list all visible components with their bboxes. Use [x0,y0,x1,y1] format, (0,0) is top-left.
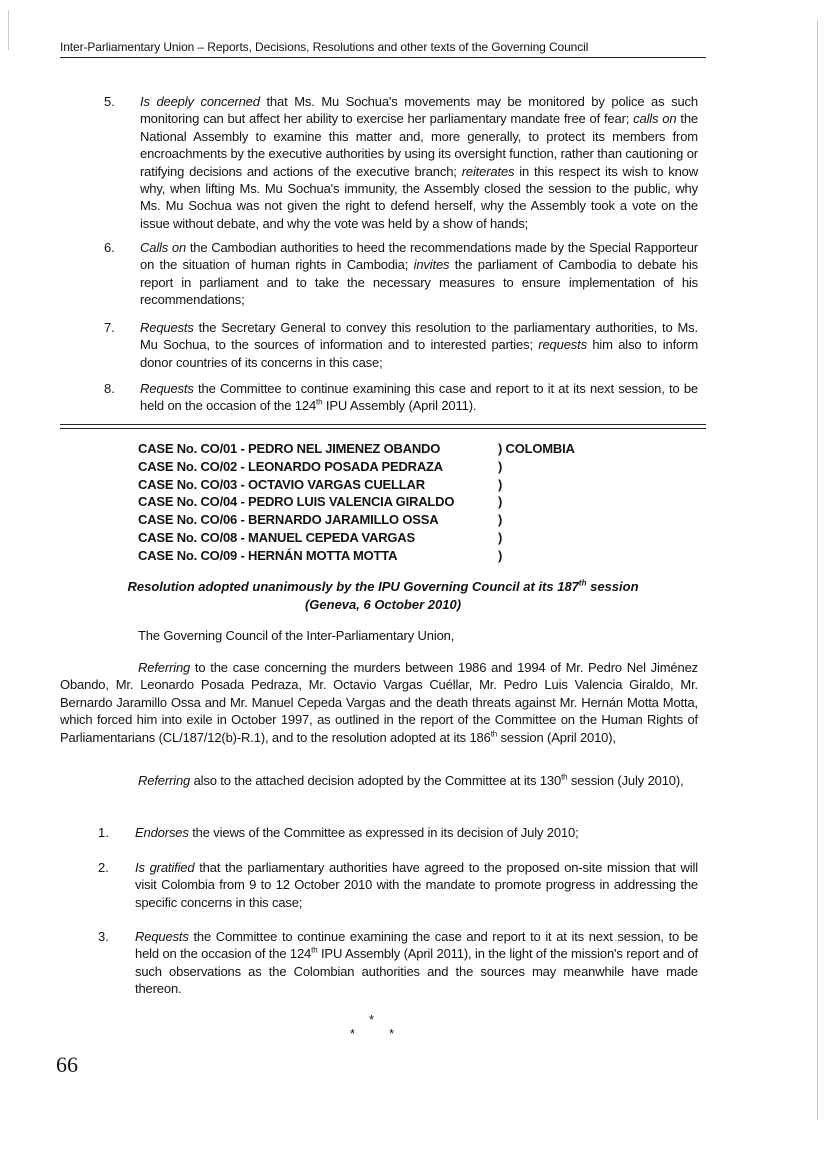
body-text: that Ms. Mu Sochua's movements may be monitored by police as such monitoring can but affect her ability to exercise her parliamentary mandate free of fear; [140,94,698,127]
body-text: also to the attached decision adopted by the Committee at its 130 [190,773,562,788]
emphasis-text: Is deeply concerned [140,94,260,109]
body-text: that the parliamentary authorities have agreed to the proposed on-site mission that will visit Colombia from 9 to 12 October 2010 with the mandate to promote progress in addressing the specific concerns in this case; [135,860,698,910]
item-number: 7. [104,320,115,335]
emphasis-text: reiterates [461,163,515,179]
ordinal-suffix: th [490,729,498,739]
body-text: IPU Assembly (April 2011). [322,398,477,414]
resolution-title-line: Resolution adopted unanimously by the IPU Governing Council at its 187th session [127,578,639,594]
body-text: the National Assembly to examine this matter and, more generally, to protect its members from encroachments by the executive authorities by using its oversight function, rather than cautioning or ratifying decisions and actions of the executive branch; [140,111,698,179]
body-text: session (April 2010), [497,729,616,745]
ordinal-suffix: th [561,772,568,782]
operative-paragraph [135,824,698,841]
case-bracket: ) [498,476,503,492]
asterisk: * [389,1026,395,1041]
body-text: in this respect its wish to know why, when lifting Ms. Mu Sochua's immunity, the Assembly closed the session to the public, why Ms. Mu Sochua was not given the right to defend herself, why the Assembly took a vote on the issue without debate, and why the vote was held by a show of hands; [140,163,698,231]
preamble-opening: The Governing Council of the Inter-Parliamentary Union, [138,628,455,643]
emphasis-text: Calls on [140,240,187,255]
emphasis-text: Referring [138,773,191,788]
preamble-referring-also [60,772,698,789]
emphasis-text: Referring [138,660,191,675]
asterisk: * [369,1012,375,1027]
case-title: CASE No. CO/02 - LEONARDO POSADA PEDRAZA [138,458,443,474]
emphasis-text: Requests [135,929,189,944]
body-text: the Committee to continue examining this case and report to it at its next session, to be held on the occasion of the 124 [140,381,698,414]
operative-paragraph [135,859,698,911]
emphasis-text: calls on [633,111,677,127]
end-asterism [330,1012,420,1042]
running-header: Inter-Parliamentary Union – Reports, Decisions, Resolutions and other texts of the Governing Council [60,40,706,58]
emphasis-text: Requests [140,320,194,335]
body-text: session (July 2010), [567,773,684,788]
section-divider [60,428,706,429]
case-heading [138,458,608,476]
case-heading [138,476,608,494]
operative-paragraph [140,380,698,415]
scan-edge-line [817,20,818,1120]
section-divider [60,424,706,425]
emphasis-text: Requests [140,381,194,396]
item-number: 6. [104,240,115,255]
case-heading [138,440,608,458]
item-number: 1. [98,825,109,840]
preamble-referring [60,659,698,746]
resolution-date: (Geneva, 6 October 2010) [304,597,462,612]
operative-paragraph [140,319,698,371]
case-title: CASE No. CO/03 - OCTAVIO VARGAS CUELLAR [138,476,425,492]
ordinal-suffix: th [316,398,323,408]
case-bracket: ) [498,494,503,510]
operative-paragraph [140,93,698,232]
operative-paragraph [140,239,698,309]
case-bracket: ) [498,529,503,545]
case-heading [138,511,608,529]
body-text: the Committee to continue examining the case and report to it at its next session, to be held on the occasion of the 124 [135,929,698,962]
case-heading [138,493,608,511]
body-text: the parliament of Cambodia to debate his report in parliament and to take the necessary measures to ensure implementation of his recommendations; [140,257,698,308]
case-list [138,440,608,565]
case-heading [138,529,608,547]
ordinal-suffix: th [311,946,318,956]
item-number: 5. [104,94,115,109]
body-text: the Secretary General to convey this resolution to the parliamentary authorities, to Ms. Mu Sochua, to the sources of information and to interested parties; [140,320,698,353]
case-title: CASE No. CO/09 - HERNÁN MOTTA MOTTA [138,547,398,563]
resolution-title [60,578,706,614]
body-text: to the case concerning the murders between 1986 and 1994 of Mr. Pedro Nel Jiménez Obando, Mr. Leonardo Posada Pedraza, Mr. Octavio Vargas Cuéllar, Mr. Pedro Luis Valencia Giraldo, Mr. Bernardo Jaramillo Ossa and Mr. Manuel Cepeda Vargas and the death threats against Mr. Hernán Motta Motta, which forced him into exile in October 1997, as outlined in the report of the Committee on the Human Rights of Parliamentarians (CL/187/12(b)-R.1), and to the resolution adopted at its 186 [60,660,698,745]
case-title: CASE No. CO/04 - PEDRO LUIS VALENCIA GIRALDO [138,494,455,510]
emphasis-text: Endorses [135,825,189,840]
case-country: ) COLOMBIA [498,441,575,456]
item-number: 2. [98,860,109,875]
case-bracket: ) [498,512,503,528]
case-title: CASE No. CO/06 - BERNARDO JARAMILLO OSSA [138,512,439,528]
case-bracket: ) [498,547,503,563]
scan-edge-line [8,10,9,50]
item-number: 8. [104,381,115,396]
body-text: him also to inform donor countries of its concerns in this case; [140,337,698,370]
operative-paragraph [135,928,698,998]
body-text: the Cambodian authorities to heed the recommendations made by the Special Rapporteur on the situation of human rights in Cambodia; [140,240,698,273]
emphasis-text: Is gratified [135,860,195,875]
page-number: 66 [56,1052,78,1077]
case-heading [138,547,608,565]
body-text: IPU Assembly (April 2011), in the light of the mission's report and of such observations as the Colombian authorities and the sources may meanwhile have made thereon. [135,946,698,997]
case-bracket: ) [498,458,503,474]
asterisk: * [350,1026,356,1041]
case-title: CASE No. CO/01 - PEDRO NEL JIMENEZ OBANDO [138,441,441,456]
emphasis-text: invites [413,257,450,273]
body-text: the views of the Committee as expressed in its decision of July 2010; [188,825,579,840]
emphasis-text: requests [538,337,587,353]
item-number: 3. [98,929,109,944]
case-title: CASE No. CO/08 - MANUEL CEPEDA VARGAS [138,529,415,545]
